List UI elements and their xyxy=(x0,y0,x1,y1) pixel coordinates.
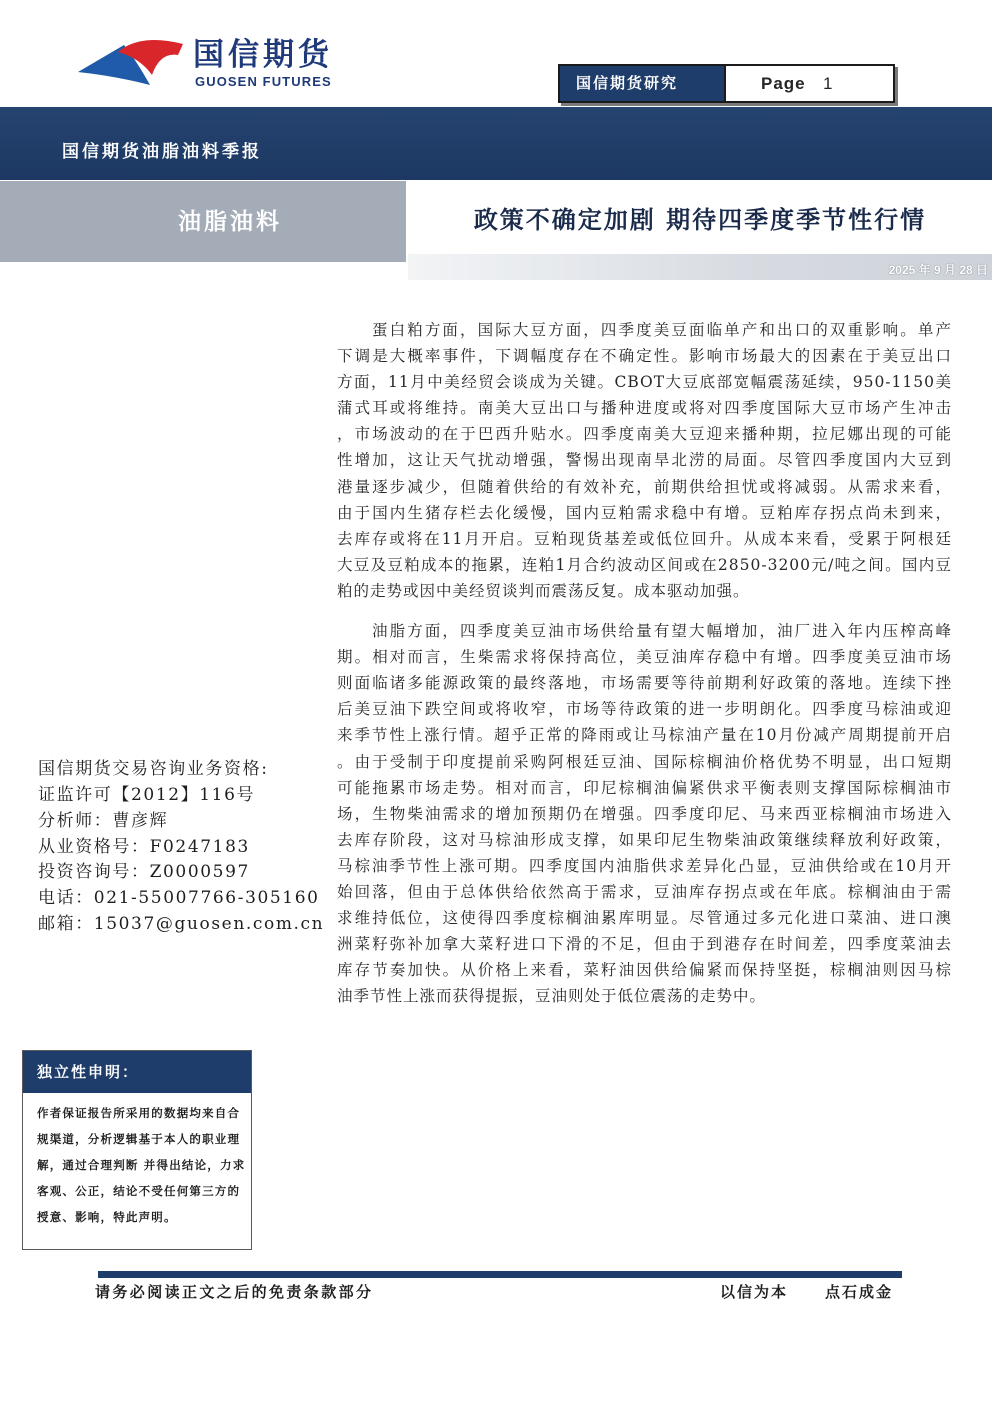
analyst-info-line: 电话：021-55007766-305160 xyxy=(38,888,320,909)
body-line: 油季节性上涨而获得提振，豆油则处于低位震荡的走势中。 xyxy=(337,987,767,1006)
body-line: 方面，11月中美经贸会谈成为关键。CBOT大豆底部宽幅震荡延续，950-1150美 xyxy=(337,373,952,392)
page-label: Page xyxy=(761,74,806,93)
body-line: 库存节奏加快。从价格上来看，菜籽油因供给偏紧而保持坚挺，棕榈油则因马棕 xyxy=(337,961,952,980)
body-line: 。由于受制于印度提前采购阿根廷豆油、国际棕榈油价格优势不明显，出口短期 xyxy=(337,752,952,771)
page-cell xyxy=(726,66,893,101)
body-line: 由于国内生猪存栏去化缓慢，国内豆粕需求稳中有增。豆粕库存拐点尚未到来， xyxy=(337,503,952,522)
body-line: 求维持低位，这使得四季度棕榈油累库明显。尽管通过多元化进口菜油、进口澳 xyxy=(337,909,952,928)
page-number: 1 xyxy=(823,74,833,93)
research-label: 国信期货研究 xyxy=(560,66,726,101)
statement-heading: 独立性申明： xyxy=(23,1051,251,1093)
body-line: 场，生物柴油需求的增加预期仍在增强。四季度印尼、马来西亚棕榈油市场进入 xyxy=(337,804,952,823)
report-date: 2025 年 9 月 28 日 xyxy=(888,263,988,277)
body-line: 去库存阶段，这对马棕油形成支撑，如果印尼生物柴油政策继续释放利好政策， xyxy=(337,830,952,849)
analyst-info-line: 证监许可【2012】116号 xyxy=(38,784,256,805)
report-series-title: 国信期货油脂油料季报 xyxy=(62,142,262,162)
body-line: 期。相对而言，生柴需求将保持高位，美豆油库存稳中有增。四季度美豆油市场 xyxy=(337,648,952,667)
body-line: 粕的走势或因中美经贸谈判而震荡反复。成本驱动加强。 xyxy=(337,581,750,600)
body-line: 洲菜籽弥补加拿大菜籽进口下滑的不足，但由于到港存在时间差，四季度菜油去 xyxy=(337,935,952,954)
body-line: 油脂方面，四季度美豆油市场供给量有望大幅增加，油厂进入年内压榨高峰 xyxy=(372,622,952,641)
footer-disclaimer: 请务必阅读正文之后的免责条款部分 xyxy=(95,1283,374,1301)
body-line: 来季节性上涨行情。超乎正常的降雨或让马棕油产量在10月份减产周期提前开启 xyxy=(337,726,952,745)
body-line: 可能拖累市场走势。相对而言，印尼棕榈油偏紧供求平衡表则支撑国际棕榈油市 xyxy=(337,778,952,797)
body-line: ，市场波动的在于巴西升贴水。四季度南美大豆迎来播种期，拉尼娜出现的可能 xyxy=(337,425,952,444)
body-line: 蛋白粕方面，国际大豆方面，四季度美豆面临单产和出口的双重影响。单产 xyxy=(372,321,952,339)
body-paragraph xyxy=(337,317,952,604)
analyst-info-line: 从业资格号：F0247183 xyxy=(38,836,250,857)
footer-motto-1: 以信为本 xyxy=(720,1283,789,1301)
body-line: 马棕油季节性上涨可期。四季度国内油脂供求差异化凸显，豆油供给或在10月开 xyxy=(337,856,952,875)
body-line: 大豆及豆粕成本的拖累，连粕1月合约波动区间或在2850-3200元/吨之间。国内豆 xyxy=(337,555,952,574)
analyst-info-line: 分析师：曹彦辉 xyxy=(38,810,169,831)
analyst-info-line: 邮箱：15037@guosen.com.cn xyxy=(38,914,325,935)
analyst-info-line: 国信期货交易咨询业务资格: xyxy=(38,759,269,779)
statement-line: 规渠道，分析逻辑基于本人的职业理 xyxy=(37,1132,241,1146)
category-label: 油脂油料 xyxy=(178,208,282,235)
report-body xyxy=(337,317,952,1009)
body-line: 港量逐步减少，但随着供给的有效补充，前期供给担忧或将减弱。从需求来看， xyxy=(337,477,952,496)
body-line: 蒲式耳或将维持。南美大豆出口与播种进度或将对四季度国际大豆市场产生冲击 xyxy=(337,399,952,418)
logo-english-name: GUOSEN FUTURES xyxy=(195,74,332,89)
body-paragraph xyxy=(337,618,952,1009)
logo-chinese-name: 国信期货 xyxy=(193,37,333,73)
analyst-info-line: 投资咨询号：Z0000597 xyxy=(38,862,250,883)
body-line: 去库存或将在11月开启。豆粕现货基差或低位回升。从成本来看，受累于阿根廷 xyxy=(337,529,952,548)
body-line: 下调是大概率事件，下调幅度存在不确定性。影响市场最大的因素在于美豆出口 xyxy=(337,347,952,366)
independence-statement-box xyxy=(22,1050,252,1250)
research-page-box xyxy=(558,64,895,103)
body-line: 始回落，但由于总体供给依然高于需求，豆油库存拐点或在年底。棕榈油由于需 xyxy=(337,882,952,901)
body-line: 性增加，这让天气扰动增强，警惕出现南旱北涝的局面。尽管四季度国内大豆到 xyxy=(337,451,952,470)
statement-line: 客观、公正，结论不受任何第三方的 xyxy=(37,1184,241,1198)
statement-line: 解，通过合理判断 并得出结论，力求 xyxy=(37,1158,246,1172)
body-line: 则面临诸多能源政策的最终落地，市场需要等待前期利好政策的落地。连续下挫 xyxy=(337,674,952,693)
footer-motto-2: 点石成金 xyxy=(825,1283,894,1301)
statement-body xyxy=(23,1093,251,1230)
guosen-logo-icon xyxy=(70,30,195,92)
analyst-info xyxy=(38,757,325,938)
report-title: 政策不确定加剧 期待四季度季节性行情 xyxy=(473,205,927,234)
body-line: 后美豆油下跌空间或将收窄，市场等待政策的进一步明朗化。四季度马棕油或迎 xyxy=(337,700,952,719)
statement-line: 作者保证报告所采用的数据均来自合 xyxy=(37,1106,241,1120)
footer-divider xyxy=(98,1271,902,1278)
statement-line: 授意、影响，特此声明。 xyxy=(37,1210,177,1224)
